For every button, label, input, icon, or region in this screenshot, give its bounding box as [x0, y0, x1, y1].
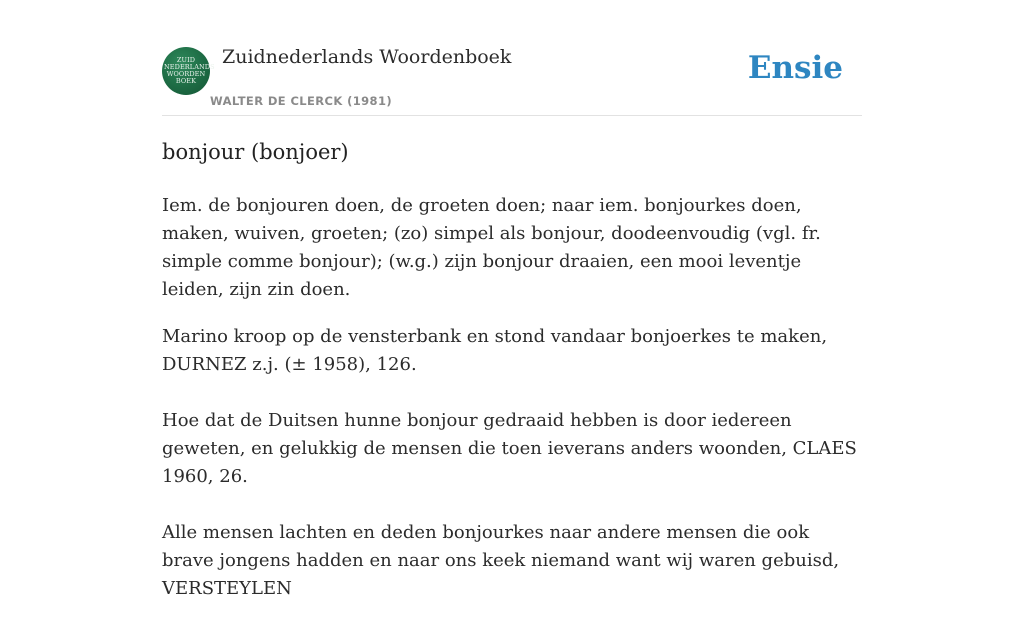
entry-title: bonjour (bonjoer)	[162, 140, 349, 164]
entry-content	[162, 192, 862, 631]
book-title[interactable]: Zuidnederlands Woordenboek	[222, 46, 512, 68]
entry-quote: Alle mensen lachten en deden bonjourkes naar andere mensen die ook brave jongens hadden en naar ons keek niemand want wij waren gebuisd, VERSTEYLEN	[162, 522, 840, 599]
entry-definition: Iem. de bonjouren doen, de groeten doen; naar iem. bonjourkes doen, maken, wuiven, groeten; (zo) simpel als bonjour, doodeenvoudig (vgl. fr. simple comme bonjour); (w.g.) zijn bonjour draaien, een mooi leventje leiden, zijn zin doen.	[162, 195, 821, 300]
logo-line: ZUID	[176, 56, 196, 64]
dictionary-logo-icon[interactable]	[162, 47, 215, 95]
logo-line: NEDERLANDS	[164, 63, 215, 71]
logo-line: WOORDEN	[166, 70, 206, 78]
entry-quote: Hoe dat de Duitsen hunne bonjour gedraaid hebben is door iedereen geweten, en gelukkig de mensen die toen ieverans anders woonden, CLAES 1960, 26.	[162, 410, 857, 487]
logo-text	[164, 56, 215, 85]
book-author: WALTER DE CLERCK (1981)	[210, 94, 393, 108]
header	[162, 0, 862, 116]
entry-quote: Marino kroop op de vensterbank en stond vandaar bonjoerkes te maken, DURNEZ z.j. (± 1958), 126.	[162, 326, 828, 375]
logo-line: BOEK	[175, 77, 197, 85]
article-container	[162, 0, 862, 599]
ensie-logo-link[interactable]: Ensie	[747, 50, 843, 86]
